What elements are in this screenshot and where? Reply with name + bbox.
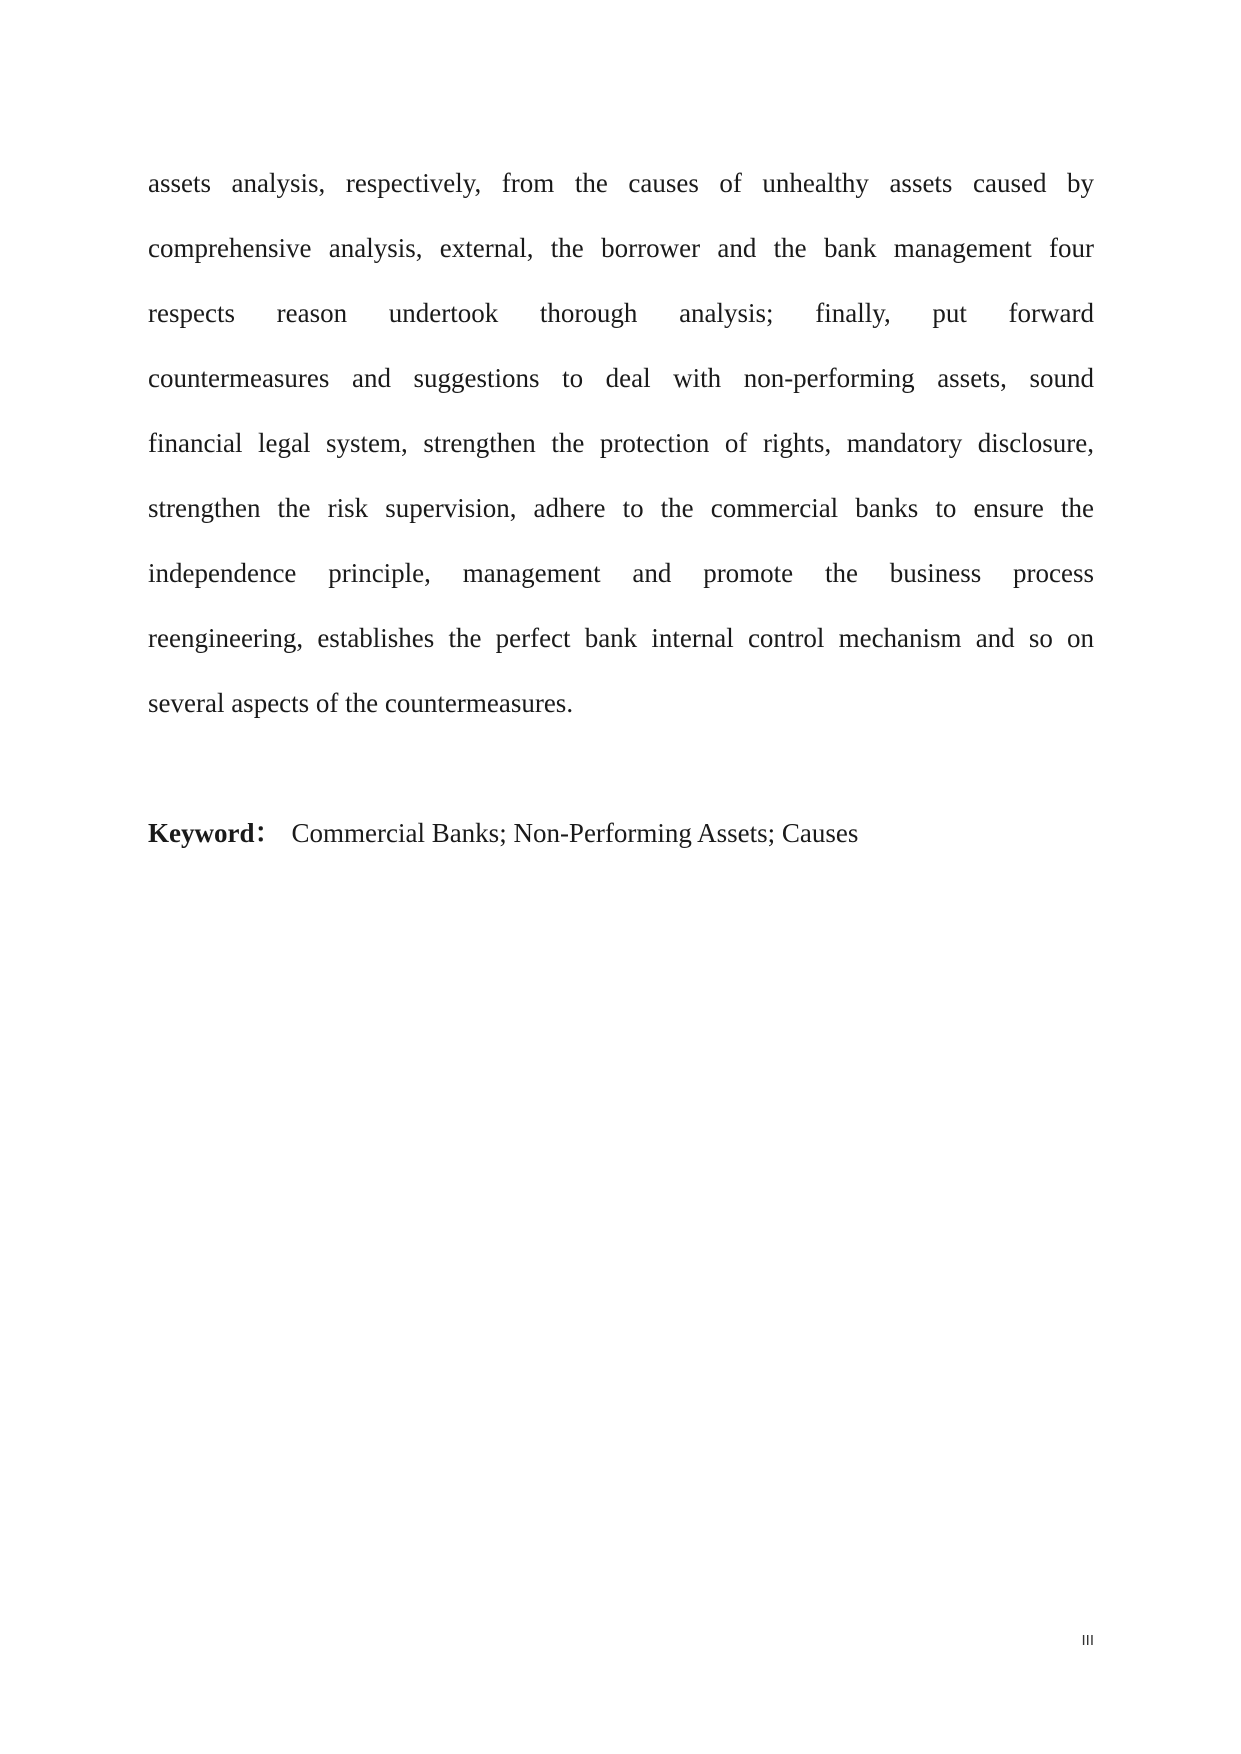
abstract-line: independence principle, management and promote the business process — [148, 558, 1094, 588]
abstract-line: several aspects of the countermeasures. — [148, 688, 574, 718]
abstract-line: strengthen the risk supervision, adhere to the commercial banks to ensure the — [148, 493, 1094, 523]
abstract-line: respects reason undertook thorough analysis; finally, put forward — [148, 298, 1094, 328]
abstract-line: countermeasures and suggestions to deal with non-performing assets, sound — [148, 363, 1094, 393]
abstract-line: reengineering, establishes the perfect bank internal control mechanism and so on — [148, 623, 1094, 653]
keywords-label: Keyword： — [148, 818, 282, 848]
abstract-line: comprehensive analysis, external, the borrower and the bank management four — [148, 233, 1094, 263]
abstract-line: financial legal system, strengthen the protection of rights, mandatory disclosure, — [148, 428, 1094, 458]
abstract-line: assets analysis, respectively, from the causes of unhealthy assets caused by — [148, 168, 1094, 198]
page-number: III — [1081, 1632, 1094, 1649]
keywords-values: Commercial Banks; Non-Performing Assets; Causes — [291, 818, 859, 848]
keywords-line — [148, 808, 1094, 858]
abstract-body — [148, 158, 1094, 743]
